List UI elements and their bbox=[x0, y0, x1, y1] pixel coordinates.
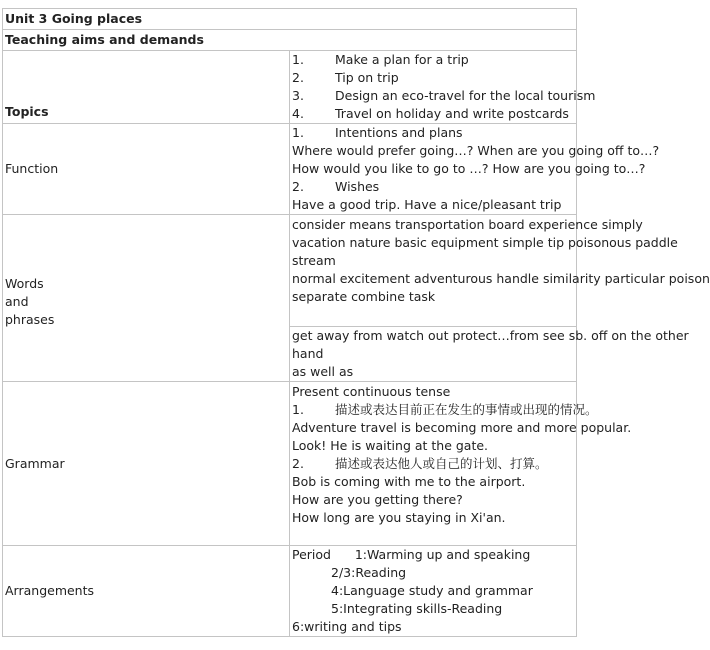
phrase-line: as well as bbox=[292, 364, 354, 379]
function-heading bbox=[292, 178, 574, 196]
arrangement-line: 6:writing and tips bbox=[292, 619, 402, 634]
words-row bbox=[3, 215, 577, 382]
grammar-example: How are you getting there? bbox=[292, 492, 463, 507]
topics-row bbox=[3, 51, 577, 124]
function-row bbox=[3, 124, 577, 215]
topic-text: Tip on trip bbox=[335, 70, 399, 85]
function-example: How would you like to go to …? How are you going to…? bbox=[292, 161, 646, 176]
grammar-point bbox=[292, 401, 598, 419]
topic-text: Travel on holiday and write postcards bbox=[335, 106, 569, 121]
vocabulary-line: separate combine task bbox=[292, 289, 436, 304]
topics-content bbox=[290, 51, 596, 124]
topic-item bbox=[292, 105, 574, 123]
grammar-content bbox=[290, 382, 632, 546]
topic-item bbox=[292, 69, 574, 87]
grammar-label: Grammar bbox=[3, 382, 290, 546]
topic-number: 2. bbox=[292, 70, 304, 85]
grammar-example: How long are you staying in Xi'an. bbox=[292, 510, 506, 525]
function-example: Where would prefer going…? When are you going off to…? bbox=[292, 143, 660, 158]
grammar-point bbox=[292, 455, 574, 473]
topic-number: 1. bbox=[292, 52, 304, 67]
arrangement-line: 4:Language study and grammar bbox=[331, 583, 533, 598]
vocabulary-line: normal excitement adventurous handle similarity particular poison bbox=[292, 271, 710, 286]
topic-number: 4. bbox=[292, 106, 304, 121]
words-label bbox=[3, 215, 290, 382]
grammar-point-text: 描述或表达目前正在发生的事情或出现的情况。 bbox=[335, 402, 598, 417]
topic-text: Make a plan for a trip bbox=[335, 52, 469, 67]
topic-number: 3. bbox=[292, 88, 304, 103]
lesson-plan-table bbox=[2, 8, 710, 637]
arrangement-line: Period 1:Warming up and speaking bbox=[292, 547, 531, 562]
function-heading-text: Wishes bbox=[335, 179, 380, 194]
grammar-example: Adventure travel is becoming more and more popular. bbox=[292, 420, 632, 435]
vocabulary-line: stream bbox=[292, 253, 336, 268]
grammar-example: Bob is coming with me to the airport. bbox=[292, 474, 526, 489]
title-row bbox=[3, 9, 577, 30]
vocabulary-line: consider means transportation board experience simply bbox=[292, 217, 643, 232]
grammar-number: 1. bbox=[292, 402, 304, 417]
phrase-line: hand bbox=[292, 346, 324, 361]
arrangements-label: Arrangements bbox=[3, 546, 290, 637]
phrases-block bbox=[290, 326, 689, 381]
words-label-line: Words bbox=[5, 276, 44, 291]
function-label: Function bbox=[3, 124, 290, 215]
grammar-heading: Present continuous tense bbox=[292, 384, 451, 399]
grammar-number: 2. bbox=[292, 456, 304, 471]
topic-text: Design an eco-travel for the local tourism bbox=[335, 88, 596, 103]
function-number: 1. bbox=[292, 125, 304, 140]
function-heading-text: Intentions and plans bbox=[335, 125, 463, 140]
vocabulary-line: vacation nature basic equipment simple tip poisonous paddle bbox=[292, 235, 678, 250]
function-heading bbox=[292, 124, 574, 142]
arrangement-line: 5:Integrating skills-Reading bbox=[331, 601, 503, 616]
topic-item bbox=[292, 87, 596, 105]
phrase-line: get away from watch out protect…from see sb. off on the other bbox=[292, 328, 689, 343]
grammar-row bbox=[3, 382, 577, 546]
topic-item bbox=[292, 51, 574, 69]
function-content bbox=[290, 124, 660, 215]
function-number: 2. bbox=[292, 179, 304, 194]
words-label-line: phrases bbox=[5, 312, 55, 327]
unit-title: Unit 3 Going places bbox=[3, 9, 577, 30]
arrangement-line: 2/3:Reading bbox=[331, 565, 407, 580]
words-label-line: and bbox=[5, 294, 29, 309]
words-content bbox=[290, 215, 710, 382]
subtitle-row bbox=[3, 30, 577, 51]
section-heading: Teaching aims and demands bbox=[3, 30, 577, 51]
grammar-point-text: 描述或表达他人或自己的计划、打算。 bbox=[335, 456, 548, 471]
function-example: Have a good trip. Have a nice/pleasant trip bbox=[292, 197, 562, 212]
grammar-example: Look! He is waiting at the gate. bbox=[292, 438, 489, 453]
arrangements-content bbox=[290, 546, 577, 637]
topics-label: Topics bbox=[3, 51, 290, 124]
arrangements-row bbox=[3, 546, 577, 637]
